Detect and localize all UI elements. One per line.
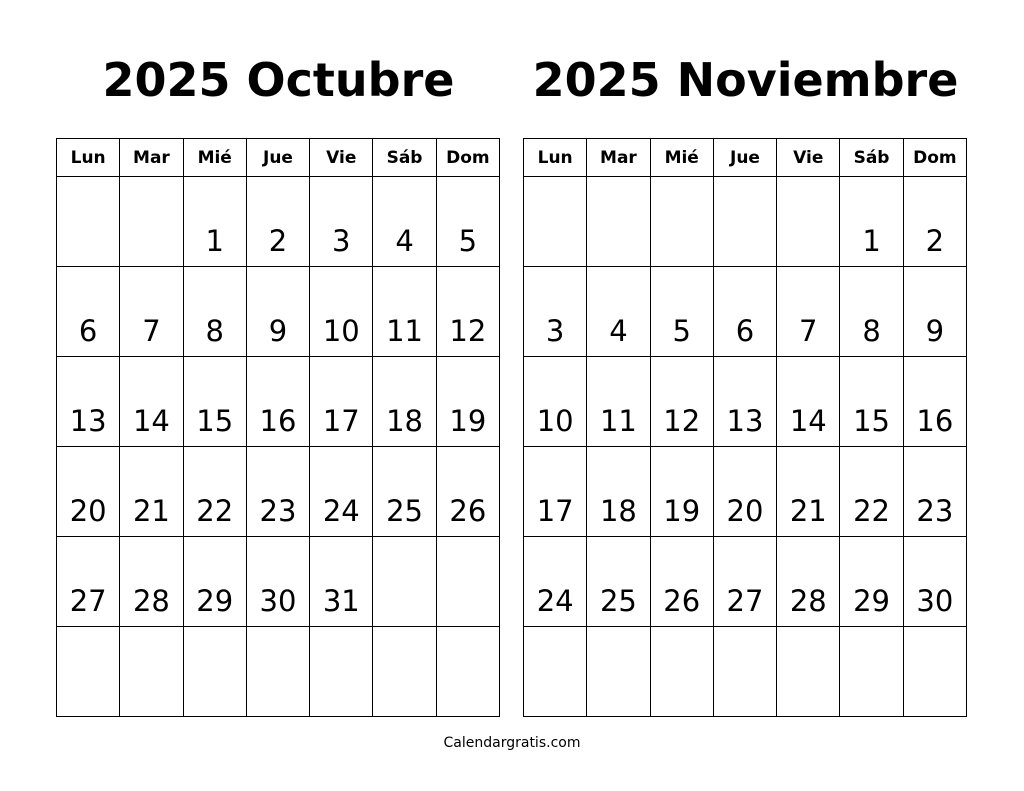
day-cell: 8 — [840, 267, 903, 357]
weekday-header: Mié — [650, 139, 713, 177]
day-cell: 27 — [57, 537, 120, 627]
weekday-header: Vie — [310, 139, 373, 177]
day-cell: 11 — [373, 267, 436, 357]
day-cell: 25 — [373, 447, 436, 537]
day-cell: 3 — [310, 177, 373, 267]
day-cell: 31 — [310, 537, 373, 627]
week-row — [524, 537, 967, 627]
footer-site-name: Calendargratis.com — [443, 735, 581, 751]
month-title-november: 2025 Noviembre — [532, 53, 959, 107]
day-cell: 13 — [713, 357, 776, 447]
day-cell: 30 — [903, 537, 966, 627]
day-cell — [840, 627, 903, 717]
day-cell: 5 — [436, 177, 499, 267]
day-cell: 9 — [903, 267, 966, 357]
day-cell — [713, 177, 776, 267]
week-row — [524, 627, 967, 717]
day-cell: 15 — [840, 357, 903, 447]
day-cell: 10 — [310, 267, 373, 357]
weekday-header: Jue — [246, 139, 309, 177]
week-row — [57, 537, 500, 627]
day-cell: 12 — [650, 357, 713, 447]
day-cell — [650, 627, 713, 717]
week-row — [57, 447, 500, 537]
day-cell: 12 — [436, 267, 499, 357]
day-cell: 22 — [183, 447, 246, 537]
day-cell: 24 — [524, 537, 587, 627]
day-cell — [587, 627, 650, 717]
day-cell: 22 — [840, 447, 903, 537]
week-row — [57, 357, 500, 447]
week-row — [524, 447, 967, 537]
day-cell: 6 — [713, 267, 776, 357]
day-cell — [587, 177, 650, 267]
day-cell: 25 — [587, 537, 650, 627]
day-cell: 7 — [120, 267, 183, 357]
day-cell — [903, 627, 966, 717]
weekday-header: Mar — [587, 139, 650, 177]
day-cell: 6 — [57, 267, 120, 357]
weekday-header-row — [524, 139, 967, 177]
day-cell — [524, 627, 587, 717]
day-cell — [57, 627, 120, 717]
week-row — [57, 177, 500, 267]
day-cell: 2 — [903, 177, 966, 267]
day-cell: 2 — [246, 177, 309, 267]
day-cell: 15 — [183, 357, 246, 447]
day-cell: 26 — [436, 447, 499, 537]
weekday-header: Lun — [57, 139, 120, 177]
day-cell — [436, 627, 499, 717]
day-cell: 20 — [713, 447, 776, 537]
day-cell: 17 — [310, 357, 373, 447]
day-cell: 16 — [903, 357, 966, 447]
day-cell — [436, 537, 499, 627]
day-cell — [777, 627, 840, 717]
weekday-header: Mié — [183, 139, 246, 177]
day-cell — [524, 177, 587, 267]
day-cell: 27 — [713, 537, 776, 627]
day-cell: 19 — [650, 447, 713, 537]
day-cell: 21 — [777, 447, 840, 537]
day-cell — [777, 177, 840, 267]
day-cell: 29 — [183, 537, 246, 627]
day-cell: 28 — [777, 537, 840, 627]
day-cell — [310, 627, 373, 717]
weekday-header: Dom — [903, 139, 966, 177]
week-row — [524, 357, 967, 447]
day-cell: 4 — [587, 267, 650, 357]
day-cell: 16 — [246, 357, 309, 447]
day-cell: 20 — [57, 447, 120, 537]
day-cell: 14 — [777, 357, 840, 447]
day-cell — [120, 177, 183, 267]
week-row — [524, 267, 967, 357]
weekday-header: Dom — [436, 139, 499, 177]
day-cell — [373, 537, 436, 627]
day-cell — [650, 177, 713, 267]
month-title-october: 2025 Octubre — [102, 53, 455, 107]
day-cell — [120, 627, 183, 717]
day-cell — [57, 177, 120, 267]
day-cell — [183, 627, 246, 717]
weekday-header-row — [57, 139, 500, 177]
weekday-header: Sáb — [373, 139, 436, 177]
day-cell: 8 — [183, 267, 246, 357]
week-row — [57, 627, 500, 717]
day-cell: 14 — [120, 357, 183, 447]
calendar-grid-november — [523, 138, 967, 717]
day-cell: 21 — [120, 447, 183, 537]
day-cell: 13 — [57, 357, 120, 447]
day-cell: 24 — [310, 447, 373, 537]
day-cell: 11 — [587, 357, 650, 447]
day-cell — [713, 627, 776, 717]
day-cell: 9 — [246, 267, 309, 357]
day-cell — [246, 627, 309, 717]
day-cell: 5 — [650, 267, 713, 357]
weekday-header: Lun — [524, 139, 587, 177]
weekday-header: Vie — [777, 139, 840, 177]
day-cell: 18 — [373, 357, 436, 447]
day-cell: 18 — [587, 447, 650, 537]
week-row — [524, 177, 967, 267]
weekday-header: Jue — [713, 139, 776, 177]
day-cell: 29 — [840, 537, 903, 627]
day-cell: 1 — [840, 177, 903, 267]
day-cell: 10 — [524, 357, 587, 447]
day-cell: 1 — [183, 177, 246, 267]
week-row — [57, 267, 500, 357]
day-cell: 28 — [120, 537, 183, 627]
day-cell: 23 — [903, 447, 966, 537]
day-cell: 7 — [777, 267, 840, 357]
calendar-grid-october — [56, 138, 500, 717]
day-cell: 4 — [373, 177, 436, 267]
day-cell: 30 — [246, 537, 309, 627]
day-cell: 26 — [650, 537, 713, 627]
weekday-header: Mar — [120, 139, 183, 177]
day-cell — [373, 627, 436, 717]
day-cell: 23 — [246, 447, 309, 537]
weekday-header: Sáb — [840, 139, 903, 177]
day-cell: 19 — [436, 357, 499, 447]
day-cell: 3 — [524, 267, 587, 357]
day-cell: 17 — [524, 447, 587, 537]
